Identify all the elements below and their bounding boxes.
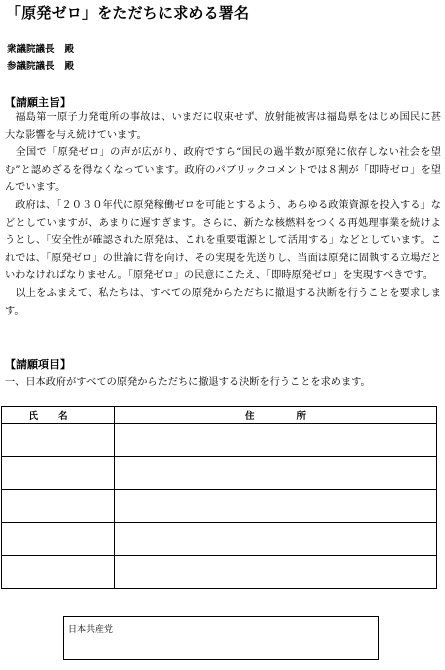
addressee-name: 衆議院議長 bbox=[7, 44, 55, 55]
column-header-name: 氏名 bbox=[2, 407, 115, 424]
addressee-house-of-representatives bbox=[7, 41, 74, 55]
signature-table bbox=[1, 406, 437, 589]
petition-intent-body bbox=[5, 109, 441, 320]
organization-name: 日本共産党 bbox=[68, 625, 114, 635]
name-cell[interactable] bbox=[2, 556, 115, 589]
signature-table-header bbox=[2, 407, 437, 424]
signature-row bbox=[2, 424, 437, 457]
intent-paragraph: 福島第一原子力発電所の事故は、いまだに収束せず、放射能被害は福島県をはじめ国民に甚大な影響を与え続けています。 bbox=[5, 112, 441, 141]
petition-intent-heading: 【請願主旨】 bbox=[5, 96, 71, 109]
addressee-house-of-councillors bbox=[7, 58, 74, 72]
address-cell[interactable] bbox=[115, 457, 437, 490]
name-cell[interactable] bbox=[2, 523, 115, 556]
petition-item: 一、日本政府がすべての原発からただちに撤退する決断を行うことを求めます。 bbox=[5, 377, 371, 388]
name-cell[interactable] bbox=[2, 424, 115, 457]
addressee-honorific: 殿 bbox=[64, 61, 75, 72]
signature-row bbox=[2, 556, 437, 589]
intent-paragraph: 政府は、「２０３０年代に原発稼働ゼロを可能とするよう、あらゆる政策資源を投入する」などとしていますが、あまりに遅すぎます。さらに、新たな核燃料をつくる再処理事業を続けようとし、「安全性が確認された原発は、これを重要電源として活用する」などとしています。これでは、「原発ゼロ」の世論に背を向け、その実現を先送りし、当面は原発に固執する立場だといわなければなりません。「原発ゼロ」の民意にこたえ、「即時原発ゼロ」を実現すべきです。 bbox=[5, 199, 441, 282]
address-cell[interactable] bbox=[115, 523, 437, 556]
intent-paragraph: 全国で「原発ゼロ」の声が広がり、政府ですら“国民の過半数が原発に依存しない社会を望む”と認めざるを得なくなっています。政府のパブリックコメントでは８割が「即時ゼロ」を望んでいます。 bbox=[5, 147, 441, 194]
signature-row bbox=[2, 490, 437, 523]
organization-box bbox=[63, 616, 379, 660]
page-title: 「原発ゼロ」をただちに求める署名 bbox=[6, 4, 250, 22]
name-cell[interactable] bbox=[2, 490, 115, 523]
addressee-name: 参議院議長 bbox=[7, 61, 55, 72]
petition-items-heading: 【請願項目】 bbox=[5, 358, 71, 371]
intent-paragraph: 以上をふまえて、私たちは、すべての原発からただちに撤退する決断を行うことを要求します。 bbox=[5, 287, 441, 317]
signature-row bbox=[2, 523, 437, 556]
name-cell[interactable] bbox=[2, 457, 115, 490]
signature-row bbox=[2, 457, 437, 490]
addressee-honorific: 殿 bbox=[64, 44, 75, 55]
address-cell[interactable] bbox=[115, 490, 437, 523]
address-cell[interactable] bbox=[115, 424, 437, 457]
column-header-address: 住所 bbox=[115, 407, 437, 424]
address-cell[interactable] bbox=[115, 556, 437, 589]
